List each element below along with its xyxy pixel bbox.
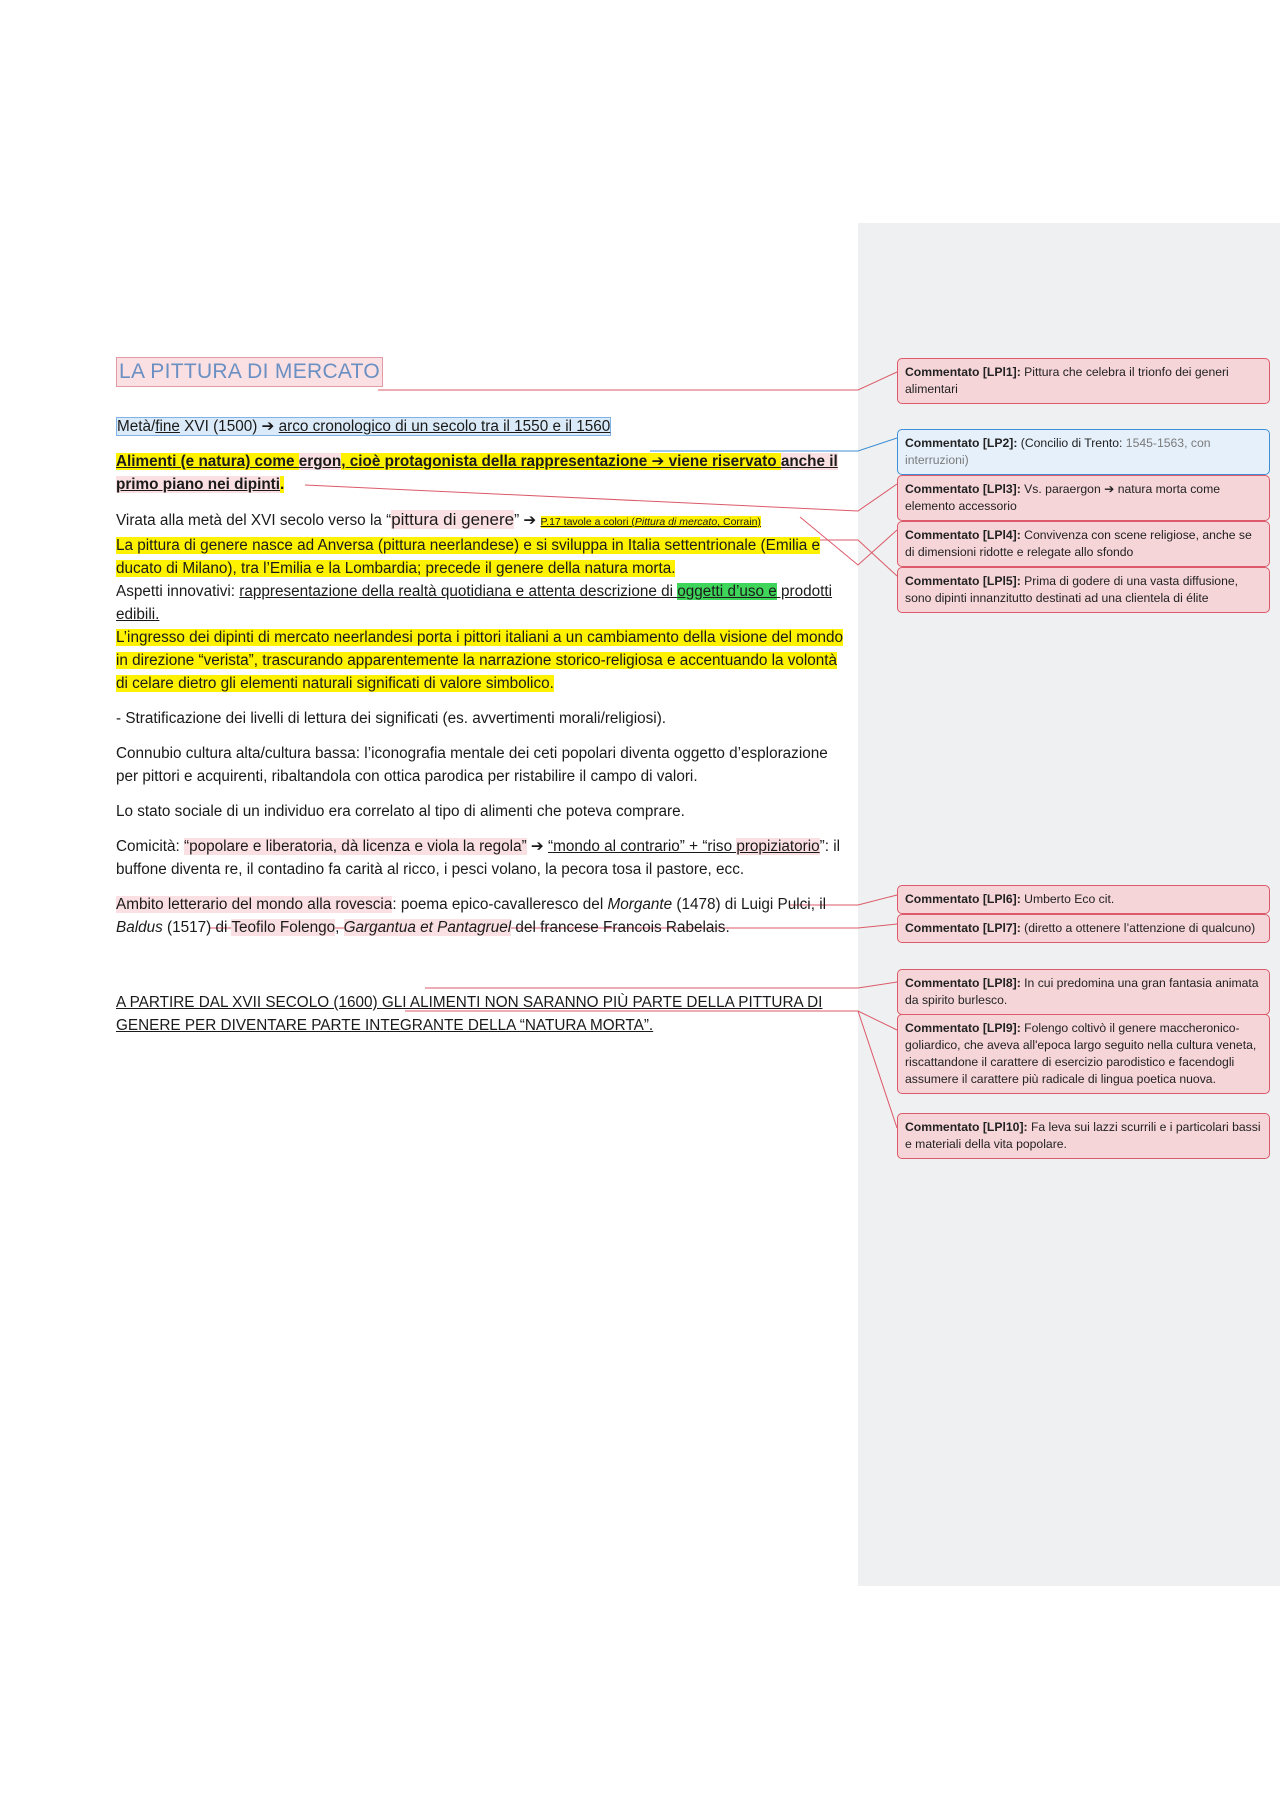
comment-balloon-8[interactable]: Commentato [LPl8]: In cui predomina una gran fantasia animata da spirito burlesco. (897, 969, 1270, 1015)
comment-balloon-3[interactable]: Commentato [LPl3]: Vs. paraergon ➔ natura morta come elemento accessorio (897, 475, 1270, 521)
paragraph-conclusione: A PARTIRE DAL XVII SECOLO (1600) GLI ALIMENTI NON SARANNO PIÙ PARTE DELLA PITTURA DI GENERE PER DIVENTARE PARTE INTEGRANTE DELLA “NATURA MORTA”. (116, 994, 823, 1034)
paragraph-alimenti: Alimenti (e natura) come ergon, cioè protagonista della rappresentazione ➔ viene riservato anche il primo piano nei dipinti. (116, 453, 838, 493)
comment-balloon-10[interactable]: Commentato [LPl10]: Fa leva sui lazzi scurrili e i particolari bassi e materiali della vita popolare. (897, 1113, 1270, 1159)
paragraph-stato-sociale: Lo stato sociale di un individuo era correlato al tipo di alimenti che poteva comprare. (116, 803, 685, 820)
paragraph-comicita: Comicità: “popolare e liberatoria, dà licenza e viola la regola” ➔ “mondo al contrario” + “riso propiziatorio”: il buffone diventa re, il contadino fa carità al ricco, i pesci volano, la pecora tosa il pastore, ecc. (116, 838, 841, 878)
paragraph-meta-xvi: Metà/fine XVI (1500) ➔ arco cronologico di un secolo tra il 1550 e il 1560 (117, 418, 611, 435)
comment-balloon-4[interactable]: Commentato [LPl4]: Convivenza con scene religiose, anche se di dimensioni ridotte e relegate allo sfondo (897, 521, 1270, 567)
reference-link[interactable]: P.17 tavole a colori (Pittura di mercato, Corrain) (540, 516, 761, 528)
comment-balloon-2[interactable]: Commentato [LP2]: (Concilio di Trento: 1545-1563, con interruzioni) (897, 429, 1270, 475)
comment-balloon-1[interactable]: Commentato [LPl1]: Pittura che celebra il trionfo dei generi alimentari (897, 358, 1270, 404)
paragraph-ambito-letterario: Ambito letterario del mondo alla rovescia: poema epico-cavalleresco del Morgante (1478) di Luigi Pulci, il Baldus (1517) di Teofilo Folengo, Gargantua et Pantagruel del francese Francois Rabelais. (116, 896, 826, 936)
comment-balloon-9[interactable]: Commentato [LPl9]: Folengo coltivò il genere maccheronico-goliardico, che aveva all'epoca largo seguito nella cultura veneta, riscattandone il carattere di esercizio parodistico e facendogli assumere il carattere più radicale di lingua poetica nuova. (897, 1014, 1270, 1094)
document-body (116, 357, 846, 1037)
paragraph-connubio: Connubio cultura alta/cultura bassa: l’iconografia mentale dei ceti popolari diventa oggetto d’esplorazione per pittori e acquirenti, ribaltandola con ottica parodica per ristabilire il campo di valori. (116, 745, 828, 785)
comment-balloon-7[interactable]: Commentato [LPl7]: (diretto a ottenere l’attenzione di qualcuno) (897, 914, 1270, 943)
comment-balloon-6[interactable]: Commentato [LPl6]: Umberto Eco cit. (897, 885, 1270, 914)
paragraph-virata: Virata alla metà del XVI secolo verso la “pittura di genere” ➔ P.17 tavole a colori (Pittura di mercato, Corrain) La pittura di genere nasce ad Anversa (pittura neerlandese) e si sviluppa in Italia settentrionale (Emilia e ducato di Milano), tra l’Emilia e la Lombardia; precede il genere della natura morta. Aspetti innovativi: rappresentazione della realtà quotidiana e attenta descrizione di oggetti d’uso e prodotti edibili. L’ingresso dei dipinti di mercato neerlandesi porta i pittori italiani a un cambiamento della visione del mondo in direzione “verista”, trascurando apparentemente la narrazione storico-religiosa e accentuando la volontà di celare dietro gli elementi naturali significati di valore simbolico. (116, 510, 844, 692)
paragraph-stratificazione: - Stratificazione dei livelli di lettura dei significati (es. avvertimenti morali/religiosi). (116, 710, 667, 727)
comment-balloon-5[interactable]: Commentato [LPl5]: Prima di godere di una vasta diffusione, sono dipinti innanzitutto destinati ad una clientela di élite (897, 567, 1270, 613)
document-title: LA PITTURA DI MERCATO (116, 357, 383, 387)
